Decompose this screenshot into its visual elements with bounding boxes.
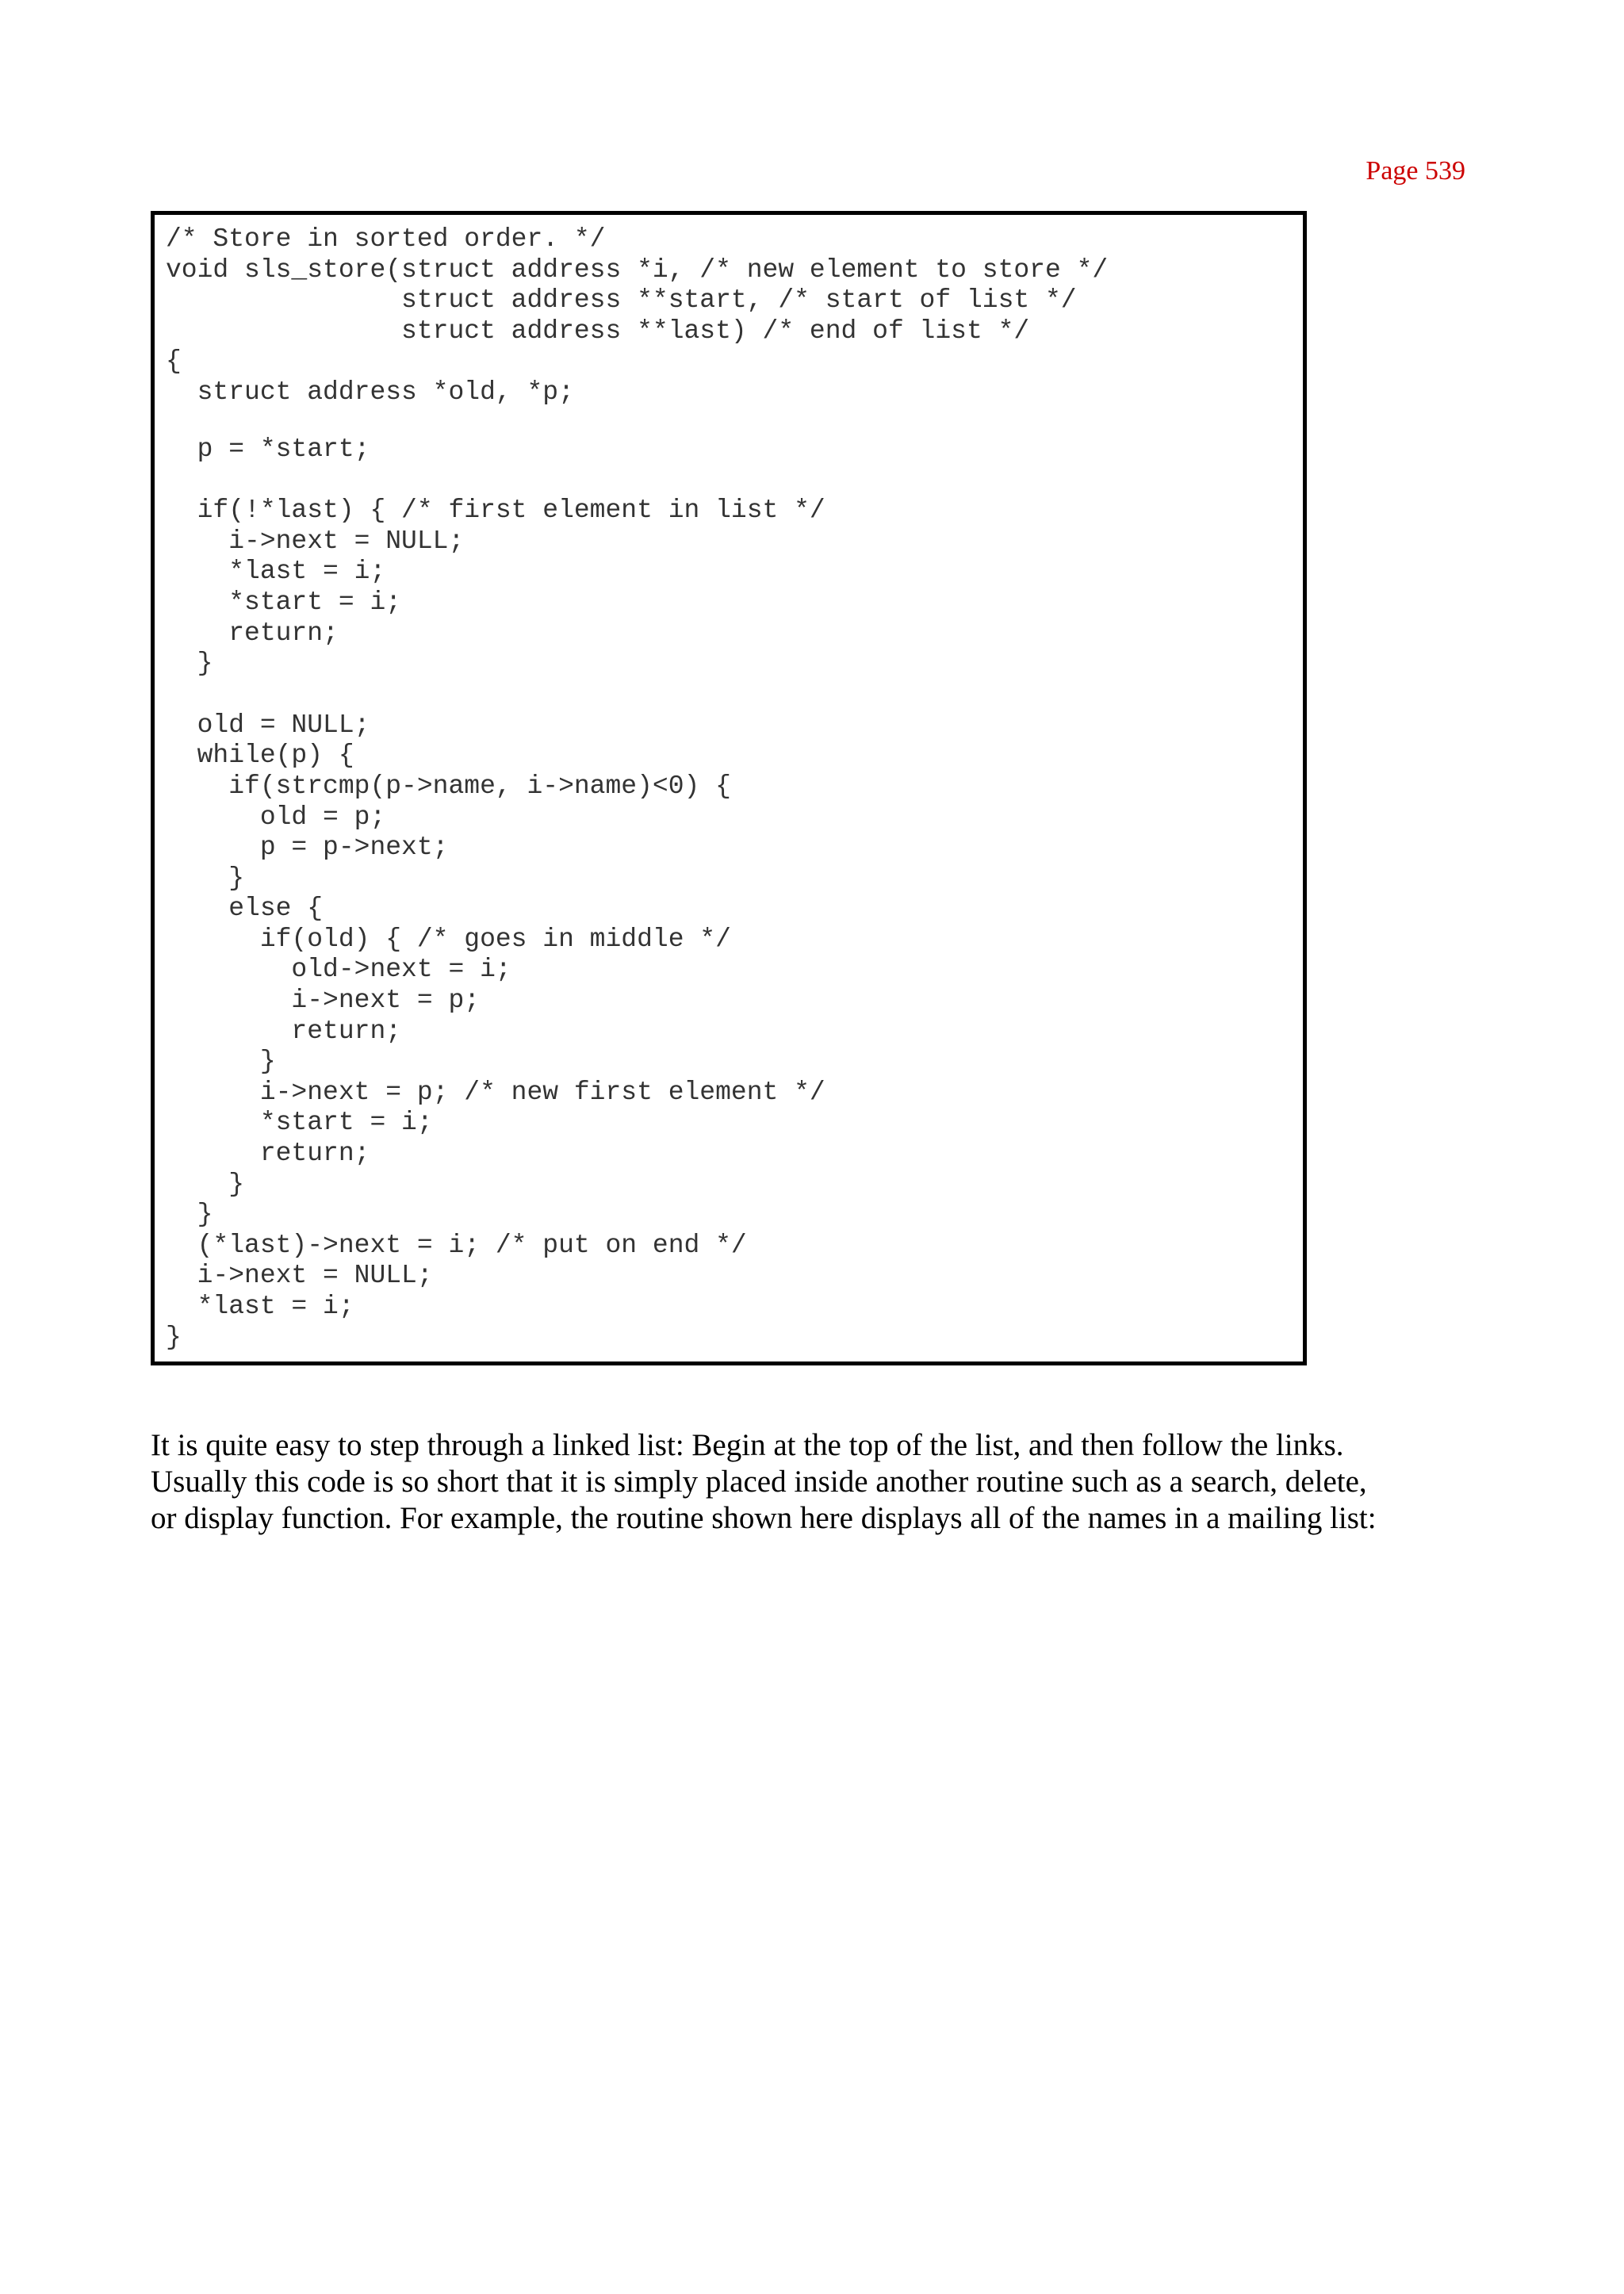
- code-line: return;: [166, 1139, 370, 1169]
- code-line: void sls_store(struct address *i, /* new element to store */: [166, 255, 1109, 285]
- code-line: return;: [166, 618, 339, 648]
- code-line: i->next = p;: [166, 986, 481, 1016]
- code-line: p = *start;: [166, 434, 370, 464]
- code-line: *last = i;: [166, 557, 386, 587]
- code-line: i->next = NULL;: [166, 526, 465, 556]
- paragraph-line: It is quite easy to step through a linked list: Begin at the top of the list, and then follow the links.: [151, 1428, 1344, 1462]
- code-listing: [151, 211, 1307, 1365]
- code-line: if(!*last) { /* first element in list */: [166, 496, 825, 526]
- code-line: struct address **start, /* start of list */: [166, 285, 1077, 316]
- code-line: struct address *old, *p;: [166, 377, 574, 407]
- code-line: *start = i;: [166, 587, 402, 617]
- code-line: i->next = p; /* new first element */: [166, 1077, 825, 1107]
- code-line: }: [166, 649, 213, 679]
- code-line: }: [166, 1322, 182, 1352]
- code-line: }: [166, 1200, 213, 1230]
- code-line: return;: [166, 1016, 402, 1046]
- code-line: }: [166, 863, 245, 893]
- code-line: {: [166, 347, 182, 377]
- code-line: p = p->next;: [166, 833, 449, 863]
- code-line: old = p;: [166, 802, 386, 832]
- page-number: Page 539: [1365, 156, 1465, 186]
- code-line: }: [166, 1047, 276, 1077]
- code-line: }: [166, 1169, 245, 1199]
- code-line: else {: [166, 894, 324, 924]
- code-line: while(p) {: [166, 741, 354, 771]
- code-line: (*last)->next = i; /* put on end */: [166, 1230, 747, 1260]
- code-line: old->next = i;: [166, 955, 511, 985]
- body-paragraph: [151, 1427, 1483, 1535]
- code-line: *last = i;: [166, 1292, 354, 1321]
- code-line: if(strcmp(p->name, i->name)<0) {: [166, 771, 731, 801]
- code-line: i->next = NULL;: [166, 1261, 433, 1291]
- code-line: struct address **last) /* end of list */: [166, 316, 1030, 346]
- paragraph-line: Usually this code is so short that it is simply placed inside another routine such as a search, delete,: [151, 1465, 1367, 1499]
- code-line: /* Store in sorted order. */: [166, 224, 606, 254]
- code-line: *start = i;: [166, 1108, 433, 1138]
- code-line: old = NULL;: [166, 710, 370, 740]
- paragraph-line: or display function. For example, the routine shown here displays all of the names in a mailing list:: [151, 1501, 1377, 1535]
- code-line: if(old) { /* goes in middle */: [166, 924, 731, 954]
